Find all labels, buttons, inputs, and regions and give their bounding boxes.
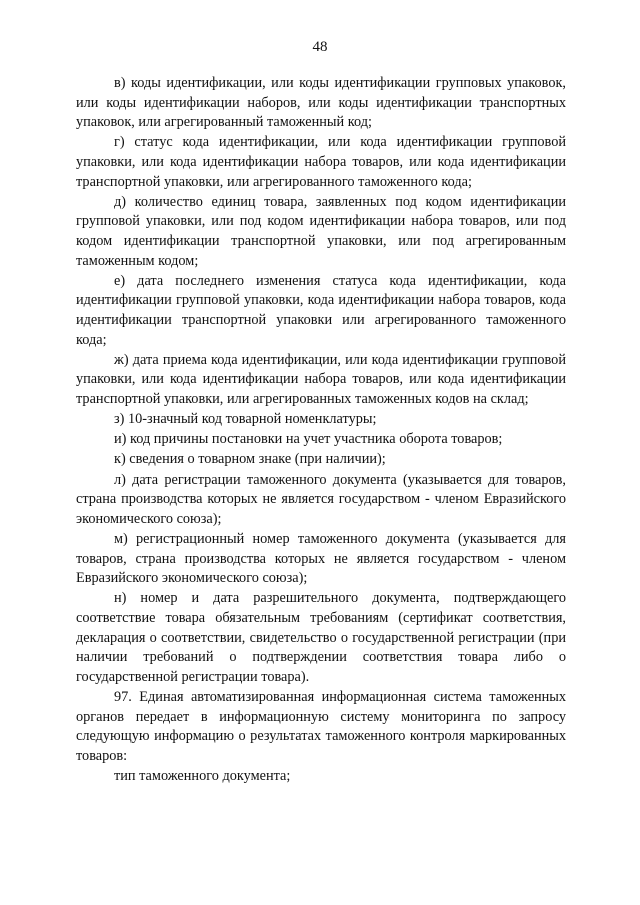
paragraph-item-n: н) номер и дата разрешительного документа, подтверждающего соответствие товара обязательным требованиям (сертификат соответствия, декларация о соответствии, свидетельство о государственной регистрации (при наличии требований о подтверждении соответствия товара либо о государственной регистрации товара). [76, 590, 566, 685]
document-body [76, 74, 566, 787]
paragraph-item-i: и) код причины постановки на учет участника оборота товаров; [114, 431, 503, 448]
paragraph-item-l: л) дата регистрации таможенного документа (указывается для товаров, страна производства которых не является государством - членом Евразийского экономического союза); [76, 471, 566, 527]
paragraph-item-e: е) дата последнего изменения статуса кода идентификации, кода идентификации групповой упаковки, кода идентификации набора товаров, кода идентификации транспортной упаковки или агрегированного таможенного кода; [76, 272, 566, 348]
paragraph-item-v: в) коды идентификации, или коды идентификации групповых упаковок, или коды идентификации наборов, или коды идентификации транспортных упаковок, или агрегированный таможенный код; [76, 75, 566, 131]
paragraph-item-m: м) регистрационный номер таможенного документа (указывается для товаров, страна производства которых не является государством - членом Евразийского экономического союза); [76, 531, 566, 587]
paragraph-item-g: г) статус кода идентификации, или кода идентификации групповой упаковки, или кода идентификации набора товаров, или кода идентификации транспортной упаковки, или агрегированного таможенного кода; [76, 134, 566, 190]
paragraph-item-k: к) сведения о товарном знаке (при наличии); [114, 451, 386, 468]
paragraph-item-zh: ж) дата приема кода идентификации, или кода идентификации групповой упаковки, или кода идентификации набора товаров, или кода идентификации транспортной упаковки, или агрегированных таможенных кодов на склад; [76, 351, 566, 407]
paragraph-item-d: д) количество единиц товара, заявленных под кодом идентификации групповой упаковки, или под кодом идентификации набора товаров, или под кодом идентификации транспортной упаковки, или под агрегированным таможенным кодом; [76, 193, 566, 269]
paragraph-list-item-doc-type: тип таможенного документа; [114, 767, 291, 784]
paragraph-section-97: 97. Единая автоматизированная информационная система таможенных органов передает в информационную систему мониторинга по запросу следующую информацию о результатах таможенного контроля маркированных товаров: [76, 688, 566, 764]
page-number: 48 [312, 39, 328, 55]
paragraph-item-z: з) 10-значный код товарной номенклатуры; [114, 411, 377, 428]
